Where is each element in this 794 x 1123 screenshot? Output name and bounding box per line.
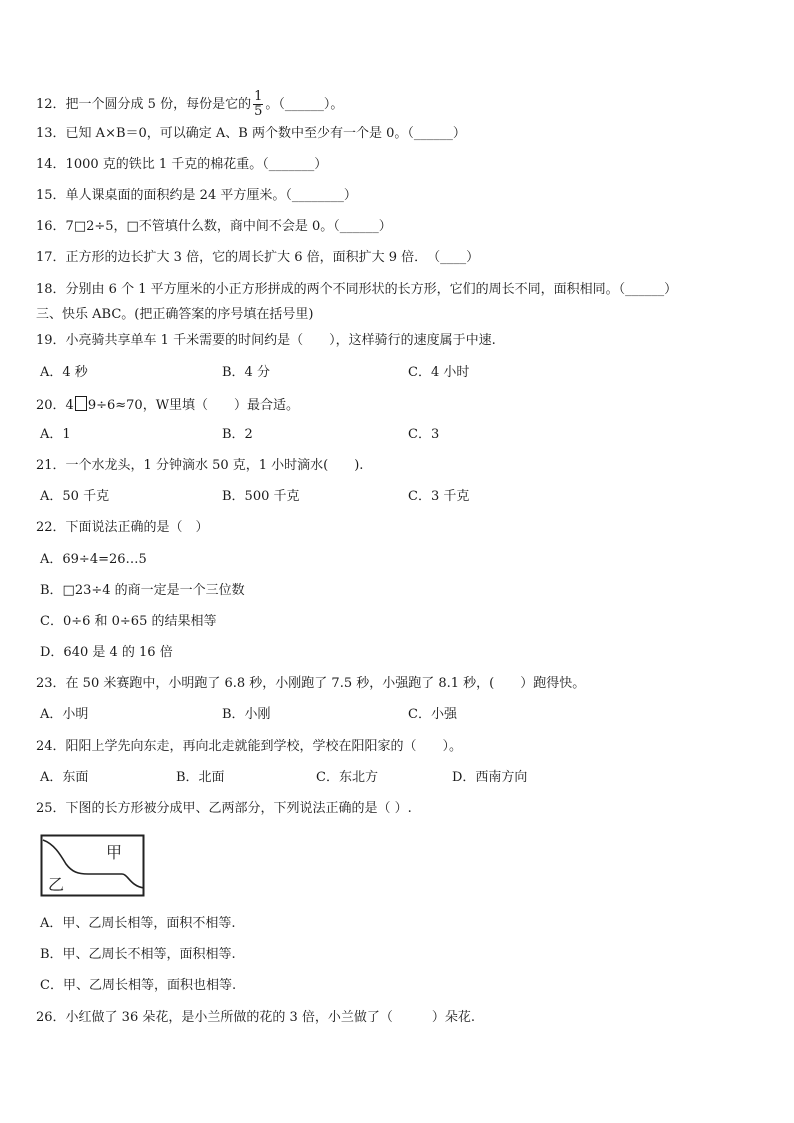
question-14: 14．1000 克的铁比 1 千克的棉花重。（_______）: [36, 157, 328, 172]
option-a: A．东面: [40, 770, 89, 785]
option-a: A．1: [40, 427, 71, 442]
rectangle-diagram: [40, 834, 146, 898]
option-d: D．640 是 4 的 16 倍: [40, 645, 173, 660]
question-16: 16．7□2÷5，□不管填什么数，商中间不会是 0。（______）: [36, 219, 392, 234]
question-15: 15．单人课桌面的面积约是 24 平方厘米。（________）: [36, 188, 357, 203]
question-20: 20．4 9÷6≈70，W里填（ ）最合适。: [36, 398, 300, 413]
option-a: A．4 秒: [40, 365, 88, 380]
option-a: A．甲、乙周长相等，面积不相等.: [40, 916, 236, 931]
question-13: 13．已知 A×B＝0，可以确定 A、B 两个数中至少有一个是 0。（______）: [36, 126, 466, 141]
option-d: D．西南方向: [452, 770, 528, 785]
option-b: B．甲、乙周长不相等，面积相等.: [40, 947, 236, 962]
option-c: C．0÷6 和 0÷65 的结果相等: [40, 614, 217, 629]
blank-box: [75, 396, 87, 411]
option-b: B．2: [222, 427, 253, 442]
label-jia: 甲: [106, 843, 123, 862]
option-a: A．69÷4=26…5: [40, 552, 147, 567]
question-18: 18．分别由 6 个 1 平方厘米的小正方形拼成的两个不同形状的长方形，它们的周长不同，面积相同。（______）: [36, 282, 678, 297]
question-22: 22．下面说法正确的是（ ）: [36, 520, 209, 535]
section-heading: 三、快乐 ABC。(把正确答案的序号填在括号里): [36, 307, 314, 322]
option-b: B．□23÷4 的商一定是一个三位数: [40, 583, 245, 598]
question-12: 12．把一个圆分成 5 份，每份是它的 $\frac{1}{5}$ 。（______）。: [36, 89, 344, 119]
option-c: C．甲、乙周长相等，面积也相等.: [40, 978, 237, 993]
fraction: $\frac{1}{5}$: [254, 89, 263, 119]
option-c: C．4 小时: [408, 365, 470, 380]
option-b: B．北面: [176, 770, 225, 785]
question-19: 19．小亮骑共享单车 1 千米需要的时间约是（ ），这样骑行的速度属于中速.: [36, 333, 496, 348]
option-b: B．小刚: [222, 707, 271, 722]
option-c: C．3 千克: [408, 489, 470, 504]
question-25: 25．下图的长方形被分成甲、乙两部分，下列说法正确的是（ ）.: [36, 801, 412, 816]
label-yi: 乙: [48, 875, 65, 894]
question-23: 23．在 50 米赛跑中，小明跑了 6.8 秒，小刚跑了 7.5 秒，小强跑了 8.1 秒，( ）跑得快。: [36, 676, 586, 691]
option-b: B．500 千克: [222, 489, 300, 504]
option-b: B．4 分: [222, 365, 270, 380]
option-a: A．小明: [40, 707, 89, 722]
rectangle-figure: [40, 834, 146, 902]
question-21: 21．一个水龙头，1 分钟滴水 50 克，1 小时滴水( ).: [36, 458, 364, 473]
option-a: A．50 千克: [40, 489, 110, 504]
option-c: C．3: [408, 427, 440, 442]
option-c: C．小强: [408, 707, 457, 722]
option-c: C．东北方: [316, 770, 378, 785]
question-17: 17．正方形的边长扩大 3 倍，它的周长扩大 6 倍，面积扩大 9 倍． （____）: [36, 250, 480, 265]
question-24: 24．阳阳上学先向东走，再向北走就能到学校，学校在阳阳家的（ ）。: [36, 739, 463, 754]
question-26: 26．小红做了 36 朵花，是小兰所做的花的 3 倍，小兰做了（ ）朵花.: [36, 1010, 476, 1025]
